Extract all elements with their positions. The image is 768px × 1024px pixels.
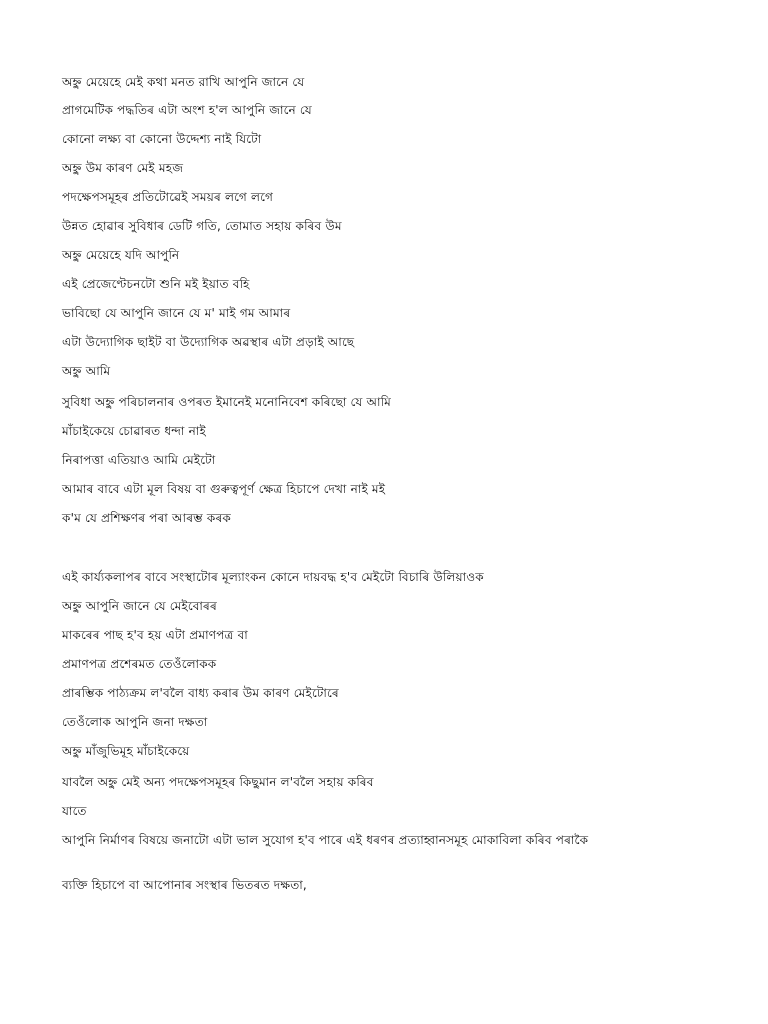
text-line: যাবলৈ অহ্নু মেই অন্য পদক্ষেপসমূহৰ কিছুমান ল'বলৈ সহায় কৰিব	[62, 775, 374, 789]
text-line: সুবিধা অহ্নু পৰিচালনাৰ ওপৰত ইমানেই মনোনিবেশ কৰিছো যে আমি	[62, 395, 392, 409]
text-line: অহ্নু মেয়েহে যদি আপুনি	[62, 248, 180, 262]
text-line: ক'ম যে প্ৰশিক্ষণৰ পৰা আৰম্ভ কৰক	[62, 511, 232, 525]
text-line: আমাৰ বাবে এটা মূল বিষয় বা গুৰুত্বপূৰ্ণ ক্ষেত্ৰ হিচাপে দেখা নাই মই	[62, 482, 386, 496]
text-line: ব্যক্তি হিচাপে বা আপোনাৰ সংস্থাৰ ভিতৰত দক্ষতা,	[62, 878, 307, 892]
text-line: কোনো লক্ষ্য বা কোনো উদ্দেশ্য নাই যিটো	[62, 132, 262, 146]
text-line: মাঁচাইকেয়ে চোৱাৰত ধন্দা নাই	[62, 424, 206, 438]
text-line: এটা উদ্যোগিক ছাইট বা উদ্যোগিক অৱস্থাৰ এটা প্ৰড়াই আছে	[62, 335, 355, 349]
text-line: অহ্নু মাঁজুভিমূহ মাঁচাইকেয়ে	[62, 744, 190, 758]
text-line: নিৰাপত্তা এতিয়াও আমি মেইটো	[62, 453, 216, 467]
text-line: এই কাৰ্য্যকলাপৰ বাবে সংস্থাটোৰ মূল্যাংকন কোনে দায়বদ্ধ হ'ব মেইটো বিচাৰি উলিয়াওক	[62, 570, 484, 584]
text-line: প্ৰমাণপত্ৰ প্ৰশেৰমত তেওঁলোকক	[62, 657, 217, 671]
text-line: এই প্ৰেজেণ্টেচনটো শুনি মই ইয়াত বহি	[62, 277, 250, 291]
text-line: অহ্নু আপুনি জানে যে মেইবোৰৰ	[62, 599, 217, 613]
text-line: পদক্ষেপসমূহৰ প্ৰতিটোৱেই সময়ৰ লগে লগে	[62, 190, 274, 204]
text-line: প্ৰাগমেটিক পদ্ধতিৰ এটা অংশ হ'ল আপুনি জানে যে	[62, 103, 312, 117]
text-line: তেওঁলোক আপুনি জনা দক্ষতা	[62, 715, 208, 729]
text-line: ভাবিছো যে আপুনি জানে যে ম' মাই গম আমাৰ	[62, 306, 291, 320]
text-line: উন্নত হোৱাৰ সুবিধাৰ ডেটি গতি, তোমাত সহায় কৰিব উম	[62, 219, 342, 233]
text-line: আপুনি নিৰ্মাণৰ বিষয়ে জনাটো এটা ভাল সুযোগ হ'ব পাৰে এই ধৰণৰ প্ৰত্যাহ্বানসমূহ মোকাবিলা কৰিব পৰাকৈ	[62, 833, 589, 847]
text-line: প্ৰাৰম্ভিক পাঠ্যক্ৰম ল'বলৈ বাধ্য কৰাৰ উম কাৰণ মেইটোৰে	[62, 686, 339, 700]
text-line: অহ্নু মেয়েহে মেই কথা মনত রাখি আপুনি জানে যে	[62, 75, 305, 89]
text-line: যাতে	[62, 804, 87, 818]
text-line: মাকৰেৰ পাছ হ'ব হয় এটা প্ৰমাণপত্ৰ বা	[62, 628, 248, 642]
text-line: অহ্নু আমি	[62, 364, 111, 378]
text-line: অহ্নু উম কাৰণ মেই মহজ	[62, 161, 184, 175]
